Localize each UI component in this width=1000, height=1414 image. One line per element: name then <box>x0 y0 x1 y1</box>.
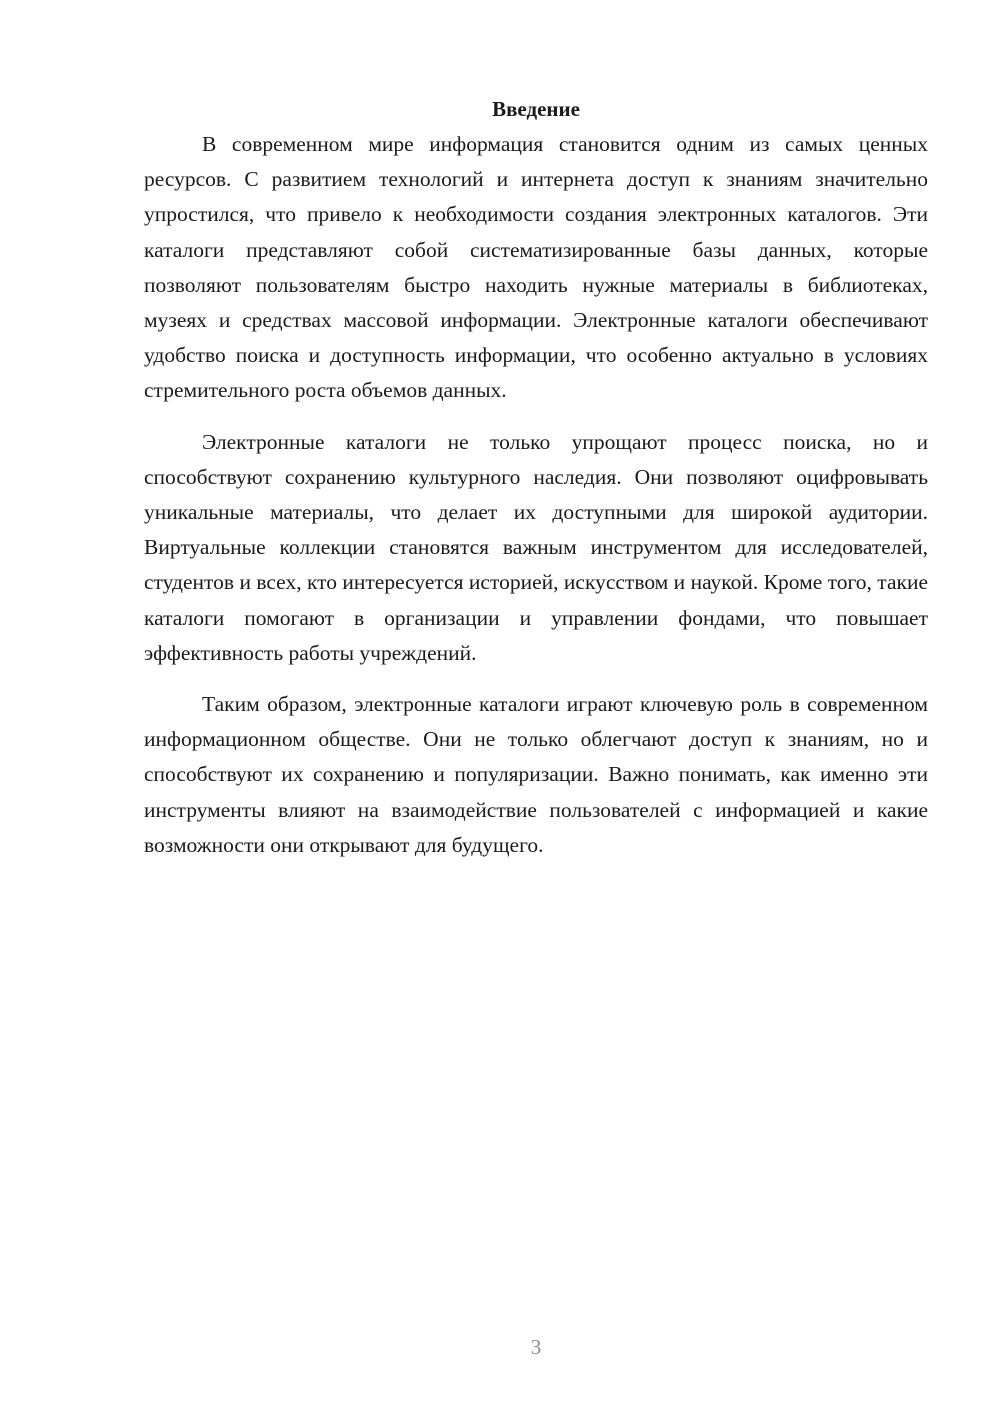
paragraph-1: В современном мире информация становится одним из самых ценных ресурсов. С развитием технологий и интернета доступ к знаниям значительно упростился, что привело к необходимости создания электронных каталогов. Эти каталоги представляют собой систематизированные базы данных, которые позволяют пользователям быстро находить нужные материалы в библиотеках, музеях и средствах массовой информации. Электронные каталоги обеспечивают удобство поиска и доступность информации, что особенно актуально в условиях стремительного роста объемов данных. <box>144 132 928 403</box>
paragraph-3: Таким образом, электронные каталоги играют ключевую роль в современном информационном обществе. Они не только облегчают доступ к знаниям, но и способствуют их сохранению и популяризации. Важно понимать, как именно эти инструменты влияют на взаимодействие пользователей с информацией и какие возможности они открывают для будущего. <box>144 692 928 857</box>
page-content <box>144 92 928 863</box>
paragraph-2: Электронные каталоги не только упрощают процесс поиска, но и способствуют сохранению культурного наследия. Они позволяют оцифровывать уникальные материалы, что делает их доступными для широкой аудитории. Виртуальные коллекции становятся важным инструментом для исследователей, студентов и всех, кто интересуется историей, искусством и наукой. Кроме того, такие каталоги помогают в организации и управлении фондами, что повышает эффективность работы учреждений. <box>144 429 928 665</box>
section-heading: Введение <box>492 97 580 121</box>
page-number: 3 <box>530 1335 542 1359</box>
